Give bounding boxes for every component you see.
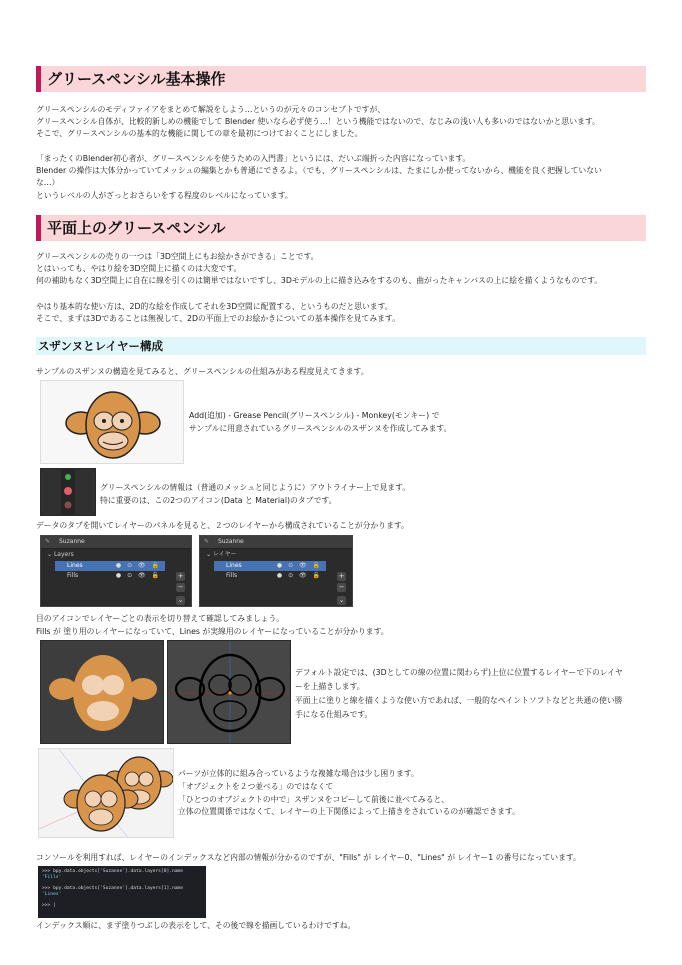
grease-pencil-icon: ✎ [204, 538, 210, 545]
python-console[interactable] [38, 866, 206, 918]
layer-menu-button[interactable]: ⌄ [338, 596, 345, 604]
text-line: な…） [36, 178, 60, 188]
text-line: 何の補助もなく3D空間上に自在に線を引くのは簡単ではないですし、3Dモデルの上に描き込みをするのも、曲がったキャンバスの上に絵を描くようなものです。 [36, 276, 603, 286]
step3-text: データのタブを開いてレイヤーのパネルを見ると、２つのレイヤーから構成されていることが分かります。 [36, 521, 409, 530]
two-suzannes-image [38, 748, 174, 838]
intro-paragraph-2 [36, 153, 648, 202]
text-line: というレベルの人がざっとおさらいをする程度のレベルになっています。 [36, 190, 293, 200]
remove-layer-button[interactable]: − [338, 583, 345, 591]
text-line: 特に重要のは、この2つのアイコン(Data と Material)のタブです。 [100, 495, 337, 505]
layer-row-lines[interactable] [214, 561, 326, 571]
step6-text [178, 768, 520, 819]
subheading-suzanne-layers: スザンヌとレイヤー構成 [36, 337, 646, 355]
layer-name: Lines [67, 562, 83, 569]
material-icon [64, 487, 72, 495]
step4-text [36, 613, 389, 638]
text-line: グリースペンシル自体が、比較的新しめの機能でして Blender 使いなら必ず使う…！という機能ではないので、なじみの浅い人も多いのではないかと思います。 [36, 117, 600, 127]
text-line: 立体の位置関係ではなくて、レイヤーの上下関係によって上描きをされているのが確認できます。 [178, 807, 520, 817]
eye-icon[interactable]: ● ⊙ 👁 🔓 [276, 562, 322, 569]
text-line: 「オブジェクトを２つ並べる」のではなくて [178, 781, 334, 791]
text-line: Add(追加) - Grease Pencil(グリースペンシル) - Monkey(モンキー) で [189, 411, 440, 420]
chevron-down-icon: ⌄ [206, 551, 212, 558]
text-line: デフォルト設定では、(3Dとしての線の位置に関わらず)上位に位置するレイヤーで下のレイヤ [295, 668, 623, 677]
grease-pencil-icon: ✎ [45, 538, 51, 545]
layer-row-fills[interactable] [214, 571, 326, 581]
chevron-down-icon: ⌄ [47, 551, 53, 558]
layer-name: Fills [226, 572, 238, 579]
layers-section-header[interactable] [200, 549, 352, 561]
layer-row-lines[interactable] [55, 561, 165, 571]
console-prompt[interactable]: >>> | [42, 902, 56, 908]
text-line: ーを上描きします。 [295, 682, 365, 691]
text-line: パーツが立体的に組み合っているような複雑な場合は少し困ります。 [178, 769, 419, 778]
add-layer-button[interactable]: + [177, 572, 184, 580]
text-line: そこで、まずは3Dであることは無視して、2Dの平面上でのお絵かきについての基本操作を見てみます。 [36, 314, 400, 324]
add-layer-button[interactable]: + [338, 572, 345, 580]
text-line: Fills が 塗り用のレイヤーになっていて、Lines が実線用のレイヤーになっていることが分かります。 [36, 626, 389, 636]
suzanne-intro-text: サンプルのスザンヌの構造を見てみると、グリースペンシルの仕組みがある程度見えてきます。 [36, 367, 369, 376]
layers-panel-english [40, 535, 192, 607]
eye-icon[interactable]: ● ⊙ 👁 🔓 [115, 572, 161, 579]
text-line: 「ひとつのオブジェクトの中で」スザンヌをコピーして前後に並べてみると、 [178, 794, 450, 804]
remove-layer-button[interactable]: − [177, 583, 184, 591]
outliner-tabs-image [40, 468, 96, 516]
layers-section-header[interactable] [41, 549, 191, 561]
lines-layer-only-image [167, 640, 291, 744]
layers-panel-japanese [199, 535, 353, 607]
fills-layer-only-image [40, 640, 164, 744]
console-output: 'Lines' [42, 892, 62, 898]
intro-paragraph [36, 104, 648, 141]
text-line: サンプルに用意されているグリースペンシルのスザンヌを作成してみます。 [189, 423, 452, 433]
eye-icon[interactable]: ● ⊙ 👁 🔓 [115, 562, 161, 569]
closing-text: インデックス順に、まず塗りつぶしの表示をして、その後で線を描画しているわけですね。 [36, 921, 356, 930]
layer-row-fills[interactable] [55, 571, 165, 581]
text-line: グリースペンシルの売りの一つは「3D空間上にもお絵かきができる」ことです。 [36, 252, 319, 261]
section-label: Layers [53, 551, 74, 558]
text-line: やはり基本的な使い方は、2D的な絵を作成してそれを3D空間に配置する、というものだと思います。 [36, 302, 393, 311]
text-line: とはいっても、やはり絵を3D空間上に描くのは大変です。 [36, 264, 242, 274]
step7-text: コンソールを利用すれば、レイヤーのインデックスなど内部の情報が分かるのですが、"Fills" が レイヤー0、"Lines" が レイヤー1 の番号になっています。 [36, 853, 581, 862]
console-command: >>> bpy.data.objects['Suzanne'].data.layers[0].name [42, 869, 184, 874]
planar-paragraph-2 [36, 301, 648, 325]
material-icon [65, 502, 72, 509]
step1-text [189, 410, 451, 435]
text-line: 目のアイコンでレイヤーごとの表示を切り替えて確認してみましょう。 [36, 614, 285, 623]
step5-text [295, 666, 623, 722]
layer-menu-button[interactable]: ⌄ [177, 596, 184, 604]
step2-text [100, 482, 410, 507]
section-label: レイヤー [212, 551, 237, 558]
eye-icon[interactable]: ● ⊙ 👁 🔓 [276, 572, 322, 579]
object-name: Suzanne [218, 538, 244, 545]
console-output: 'Fills' [42, 875, 62, 881]
section-heading-planar-grease-pencil: 平面上のグリースペンシル [36, 215, 646, 241]
text-line: グリースペンシルの情報は（普通のメッシュと同じように）アウトライナー上で見ます。 [100, 483, 411, 492]
suzanne-monkey-image [40, 380, 184, 464]
text-line: グリースペンシルのモディファイアをまとめて解説をしよう…というのが元々のコンセプトですが、 [36, 105, 386, 114]
layer-name: Lines [226, 562, 242, 569]
text-line: 「まったくのBlender初心者が、グリースペンシルを使うための入門書」というには、だいぶ端折った内容になっています。 [36, 154, 471, 163]
object-name: Suzanne [59, 538, 85, 545]
text-line: 手になる仕組みです。 [295, 710, 373, 719]
text-line: 平面上に塗りと線を描くような使い方であれば、一般的なペイントソフトなどと共通の使い勝 [295, 696, 623, 705]
layer-name: Fills [67, 572, 79, 579]
planar-paragraph [36, 251, 648, 288]
section-heading-basic-operations: グリースペンシル基本操作 [36, 66, 646, 92]
text-line: そこで、グリースペンシルの基本的な機能に関しての章を最初につけておくことにしました。 [36, 129, 363, 139]
console-command: >>> bpy.data.objects['Suzanne'].data.layers[1].name [42, 885, 184, 891]
text-line: Blender の操作は大体分かっていてメッシュの編集とかも普通にできるよ。（でも、グリースペンシルは、たまにしか使ってないから、機能を良く把握していない [36, 166, 602, 176]
data-icon [65, 474, 71, 480]
